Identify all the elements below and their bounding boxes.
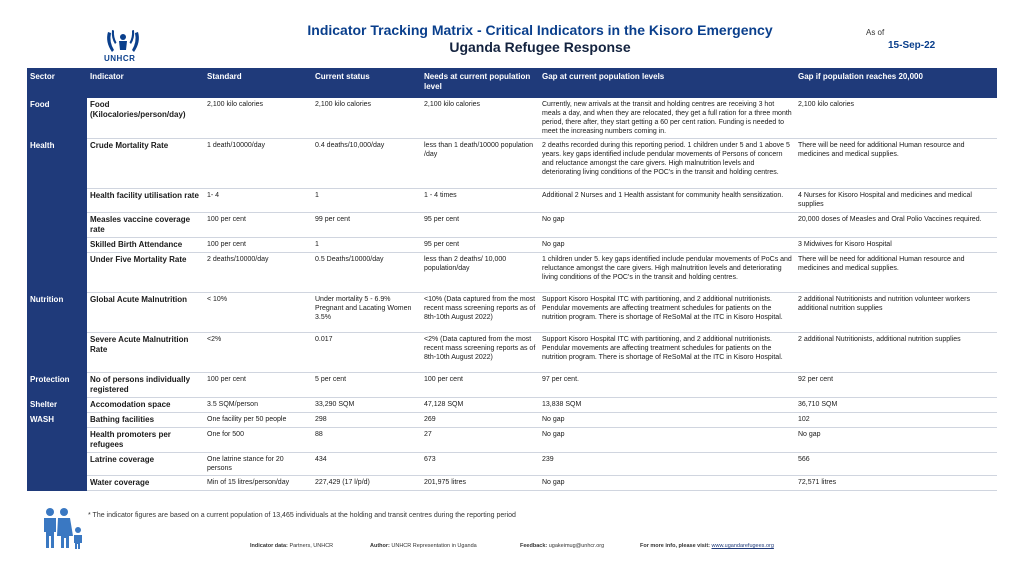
- table-row: [27, 373, 997, 398]
- needs-cell: 2,100 kilo calories: [421, 98, 539, 139]
- footer-feedback-label: Feedback:: [520, 543, 548, 549]
- table-row: [27, 333, 997, 373]
- needs-cell: 47,128 SQM: [421, 398, 539, 413]
- indicator-cell: Water coverage: [87, 476, 204, 491]
- footer-website-link[interactable]: www.ugandarefugees.org: [711, 543, 774, 549]
- table-row: [27, 139, 997, 189]
- needs-cell: 100 per cent: [421, 373, 539, 398]
- header-indicator: Indicator: [87, 68, 204, 98]
- family-icon: [42, 506, 86, 550]
- indicator-cell: Health facility utilisation rate: [87, 189, 204, 213]
- needs-cell: 269: [421, 413, 539, 428]
- indicator-cell: Health promoters per refugees: [87, 428, 204, 453]
- gap-20k-cell: There will be need for additional Human resource and medicines and medical supplies.: [795, 253, 997, 293]
- current-cell: 1: [312, 189, 421, 213]
- gap-20k-cell: 102: [795, 413, 997, 428]
- footer-more-label: For more info, please visit:: [640, 543, 710, 549]
- logo-text: UNHCR: [104, 54, 136, 63]
- indicator-cell: Latrine coverage: [87, 453, 204, 476]
- needs-cell: <2% (Data captured from the most recent mass screening reports as of 8th-10th August 2022): [421, 333, 539, 373]
- gap-20k-cell: 4 Nurses for Kisoro Hospital and medicines and medical supplies: [795, 189, 997, 213]
- table-row: [27, 213, 997, 238]
- sector-cell: [27, 333, 87, 373]
- gap-cell: Currently, new arrivals at the transit and holding centres are receiving 3 hot meals a day, and when they are relocated, they get a full ration for a three month period, there after, they start getting a 60 per cent ration. Funding is needed to meet the increasing numbers coming in.: [539, 98, 795, 139]
- sector-cell: Health: [27, 139, 87, 189]
- indicator-cell: Crude Mortality Rate: [87, 139, 204, 189]
- gap-cell: Additional 2 Nurses and 1 Health assistant for community health sensitization.: [539, 189, 795, 213]
- current-cell: 227,429 (17 l/p/d): [312, 476, 421, 491]
- current-cell: 434: [312, 453, 421, 476]
- gap-20k-cell: 72,571 litres: [795, 476, 997, 491]
- needs-cell: 27: [421, 428, 539, 453]
- standard-cell: One for 500: [204, 428, 312, 453]
- gap-cell: No gap: [539, 213, 795, 238]
- standard-cell: 100 per cent: [204, 213, 312, 238]
- standard-cell: 1 death/10000/day: [204, 139, 312, 189]
- footer-author-value: UNHCR Representation in Uganda: [391, 543, 477, 549]
- sector-cell: Food: [27, 98, 87, 139]
- standard-cell: 2 deaths/10000/day: [204, 253, 312, 293]
- standard-cell: < 10%: [204, 293, 312, 333]
- page-title: [240, 22, 840, 56]
- sector-cell: [27, 238, 87, 253]
- indicator-cell: Severe Acute Malnutrition Rate: [87, 333, 204, 373]
- current-cell: 0.017: [312, 333, 421, 373]
- table-row: [27, 413, 997, 428]
- current-cell: 1: [312, 238, 421, 253]
- indicator-cell: Bathing facilities: [87, 413, 204, 428]
- gap-cell: 97 per cent.: [539, 373, 795, 398]
- standard-cell: 100 per cent: [204, 238, 312, 253]
- current-cell: 99 per cent: [312, 213, 421, 238]
- indicator-cell: Under Five Mortality Rate: [87, 253, 204, 293]
- indicator-cell: Global Acute Malnutrition: [87, 293, 204, 333]
- title-line-1: Indicator Tracking Matrix - Critical Indicators in the Kisoro Emergency: [307, 22, 773, 38]
- gap-20k-cell: 92 per cent: [795, 373, 997, 398]
- current-cell: 0.4 deaths/10,000/day: [312, 139, 421, 189]
- header-gap-20000: Gap if population reaches 20,000: [795, 68, 997, 98]
- needs-cell: 95 per cent: [421, 238, 539, 253]
- needs-cell: 201,975 litres: [421, 476, 539, 491]
- gap-20k-cell: No gap: [795, 428, 997, 453]
- table-row: [27, 238, 997, 253]
- sector-cell: Shelter: [27, 398, 87, 413]
- standard-cell: One facility per 50 people: [204, 413, 312, 428]
- standard-cell: 2,100 kilo calories: [204, 98, 312, 139]
- current-cell: 298: [312, 413, 421, 428]
- gap-cell: 1 children under 5. key gaps identified include pendular movements of PoCs and reluctance amongst the care givers. High malnutrition levels and deteriorating living conditions of the POC's in the transit and holding centres.: [539, 253, 795, 293]
- sector-cell: [27, 253, 87, 293]
- as-of-date: 15-Sep-22: [888, 40, 936, 51]
- current-cell: 33,290 SQM: [312, 398, 421, 413]
- gap-20k-cell: There will be need for additional Human resource and medicines and medical supplies.: [795, 139, 997, 189]
- gap-20k-cell: 2 additional Nutritionists and nutrition volunteer workers additional nutrition supplies: [795, 293, 997, 333]
- needs-cell: 1 - 4 times: [421, 189, 539, 213]
- sector-cell: Protection: [27, 373, 87, 398]
- current-cell: Under mortality 5 - 6.9% Pregnant and Lacating Women 3.5%: [312, 293, 421, 333]
- header-standard: Standard: [204, 68, 312, 98]
- needs-cell: less than 1 death/10000 population /day: [421, 139, 539, 189]
- indicator-cell: Food (Kilocalories/person/day): [87, 98, 204, 139]
- standard-cell: 100 per cent: [204, 373, 312, 398]
- standard-cell: Min of 15 litres/person/day: [204, 476, 312, 491]
- standard-cell: 3.5 SQM/person: [204, 398, 312, 413]
- gap-cell: Support Kisoro Hospital ITC with partitioning, and 2 additional nutritionists. Pendular movements are affecting treatment schedules for patients on the nutrition program. There is shortage of ReSoMal at the ITC in Kisoro Hospital.: [539, 333, 795, 373]
- indicator-cell: No of persons individually registered: [87, 373, 204, 398]
- sector-cell: [27, 453, 87, 476]
- table-header-row: [27, 68, 997, 98]
- sector-cell: Nutrition: [27, 293, 87, 333]
- current-cell: 5 per cent: [312, 373, 421, 398]
- table-row: [27, 253, 997, 293]
- footnote: * The indicator figures are based on a current population of 13,465 individuals at the holding and transit centres during the reporting period: [88, 512, 516, 519]
- gap-20k-cell: 2,100 kilo calories: [795, 98, 997, 139]
- current-cell: 2,100 kilo calories: [312, 98, 421, 139]
- standard-cell: One latrine stance for 20 persons: [204, 453, 312, 476]
- gap-20k-cell: 20,000 doses of Measles and Oral Polio Vaccines required.: [795, 213, 997, 238]
- table-row: [27, 189, 997, 213]
- table-row: [27, 428, 997, 453]
- current-cell: 88: [312, 428, 421, 453]
- footer-author-label: Author:: [370, 543, 390, 549]
- needs-cell: 673: [421, 453, 539, 476]
- table-row: [27, 98, 997, 139]
- standard-cell: <2%: [204, 333, 312, 373]
- table-row: [27, 293, 997, 333]
- gap-cell: 2 deaths recorded during this reporting period. 1 children under 5 and 1 above 5 years. key gaps identified include pendular movements of Persons of concern and reluctance amongst the care givers. High malnutrition levels and deteriorating living conditions of the POC's in the transit and holding centres.: [539, 139, 795, 189]
- sector-cell: [27, 189, 87, 213]
- header-sector: Sector: [27, 68, 87, 98]
- table-row: [27, 398, 997, 413]
- sector-cell: [27, 428, 87, 453]
- gap-cell: No gap: [539, 238, 795, 253]
- header-needs: Needs at current population level: [421, 68, 539, 98]
- needs-cell: <10% (Data captured from the most recent mass screening reports as of 8th-10th August 2022): [421, 293, 539, 333]
- gap-cell: Support Kisoro Hospital ITC with partitioning, and 2 additional nutritionists. Pendular movements are affecting treatment schedules for patients on the nutrition program. There is shortage of ReSoMal at the ITC in Kisoro Hospital.: [539, 293, 795, 333]
- sector-cell: [27, 213, 87, 238]
- gap-20k-cell: 36,710 SQM: [795, 398, 997, 413]
- standard-cell: 1- 4: [204, 189, 312, 213]
- sector-cell: WASH: [27, 413, 87, 428]
- gap-cell: No gap: [539, 476, 795, 491]
- footer-data-value: Partners, UNHCR: [289, 543, 334, 549]
- footer-feedback-value[interactable]: ugakeimug@unhcr.org: [548, 543, 605, 549]
- gap-cell: No gap: [539, 413, 795, 428]
- indicator-cell: Skilled Birth Attendance: [87, 238, 204, 253]
- current-cell: 0.5 Deaths/10000/day: [312, 253, 421, 293]
- title-line-2: Uganda Refugee Response: [449, 39, 631, 55]
- as-of-label: As of: [866, 28, 885, 37]
- table-row: [27, 476, 997, 491]
- gap-20k-cell: 2 additional Nutritionists, additional nutrition supplies: [795, 333, 997, 373]
- footer-author: [370, 543, 477, 549]
- table-row: [27, 453, 997, 476]
- gap-cell: No gap: [539, 428, 795, 453]
- gap-cell: 239: [539, 453, 795, 476]
- needs-cell: less than 2 deaths/ 10,000 population/day: [421, 253, 539, 293]
- gap-20k-cell: 566: [795, 453, 997, 476]
- header-current-status: Current status: [312, 68, 421, 98]
- indicator-cell: Measles vaccine coverage rate: [87, 213, 204, 238]
- header-gap-current: Gap at current population levels: [539, 68, 795, 98]
- footer-data-label: Indicator data:: [250, 543, 288, 549]
- sector-cell: [27, 476, 87, 491]
- footer-feedback: [520, 543, 604, 549]
- indicator-cell: Accomodation space: [87, 398, 204, 413]
- footer-more-info: [640, 543, 774, 549]
- indicator-matrix-table: [27, 68, 997, 491]
- gap-cell: 13,838 SQM: [539, 398, 795, 413]
- needs-cell: 95 per cent: [421, 213, 539, 238]
- gap-20k-cell: 3 Midwives for Kisoro Hospital: [795, 238, 997, 253]
- footer-data-source: [250, 543, 333, 549]
